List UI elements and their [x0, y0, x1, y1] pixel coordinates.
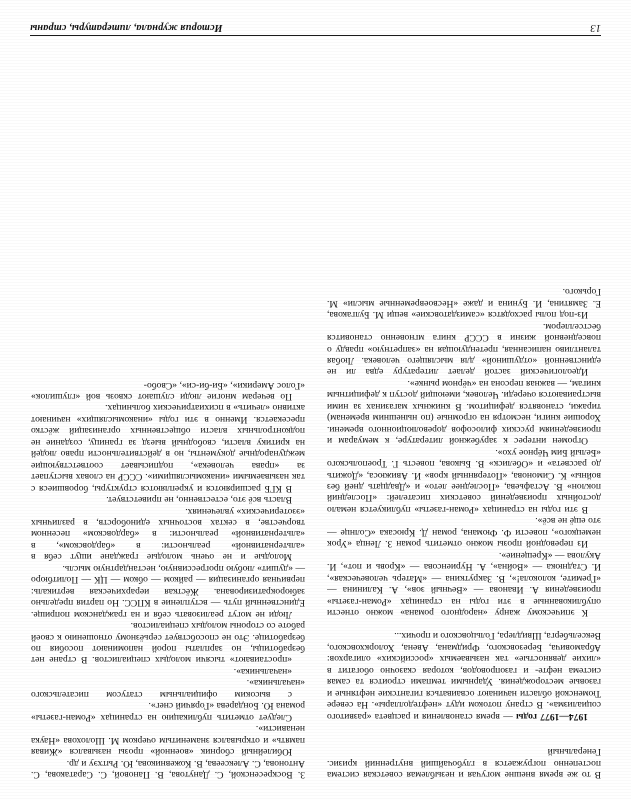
paragraph: К эпическому жанру «народного романа» можно отнести опубликованные в эти годы на страницах «Роман-газеты» произведения А. Иванова — «Вечный зов», А. Калинина — «Гремите, колокола!», В. Закруткина — «Матерь человеческая», И. Стаднюка — «Война», А. Нуриенсова — «Кровь и пот», И. Акулова — «Крещение». [327, 549, 601, 619]
paragraph: Люди не могут реализовать себя и на гражданском поприще. Единственный путь — вступление в КПСС. Но партия предельно забюрократизирована. Жёсткая иерархическая вертикаль: первичная организация — райком — обком — ЦК — Политбюро — «душит» любую прогрессивную, нестандартную мысль. [31, 562, 305, 620]
text-column-right [31, 379, 305, 780]
footer-row [30, 22, 601, 33]
paragraph: Юбилейный сборник «военной» прозы назывался «Живая память» и открывался знаменитым очерком М. Шолохова «Наука ненависти». [31, 723, 305, 758]
paragraph: Огромен интерес к зарубежной литературе, к мемуарам и произведениям русских философов дореволюционного времени. Хорошие книги, несмотря на огромные (по нынешним временам) тиражи, становятся дефицитом. В книжных магазинах за ними выстраиваются очереди. Человек, имеющий доступ к дефицитным книгам, — важная персона на «чёрном рынке». [327, 377, 601, 447]
paragraph: «простаивают» тысячи молодых специалистов. В стране нет безработицы, но зарплаты порой напоминают пособия по безработице. Это не способствует серьёзному отношению к своей работе со стороны молодых специалистов. [31, 620, 305, 666]
paragraph: Из переводной прозы можно отметить роман З. Ленца «Урок немецкого», повести Ф. Фюмана, роман Д. Крюсака «Солнце — это ещё не всё». [327, 515, 601, 550]
paragraph: В эти годы на страницах «Роман-газеты» публикуется немало достойных произведений советских писателей: «Последний поклон» В. Астафьева, «Последнее лето» и «Двадцать дней без войны» К. Симонова, «Потерянный кров» И. Авижюса, «Дожить до рассвета» и «Обелиск» В. Быкова, повесть Г. Троепольского «Белый Бим Чёрное ухо». [327, 446, 601, 515]
block-spacer [327, 722, 601, 746]
paragraph: Следует отметить публикацию на страницах «Роман-газеты» романа Ю. Бондарева «Горячий снег». [31, 700, 305, 723]
paragraph: «начальника». [233, 665, 292, 677]
paragraph: В то же время внешне могучая и незыблемая советская система постепенно погружается в глубочайший внутренний кризис. Генеральный [327, 746, 601, 780]
paragraph: По вечерам многие люди слушают сквозь вой «глушилок» «Голос Америки», «Би-би-си», «Свобо- [31, 379, 305, 403]
block-spacer [327, 618, 601, 630]
section-heading-body: — время становления и расцвета «развитого социализма». В страну потоком идут «нефтедоллары». На севере Тюменской области начинают осваиваться гигантские нефтяные и газовые месторождения. Ударными темпами строится та самая система нефте- и газопроводов, которая сказочно обогатит в «лихие девяностые» так называемых «российских» олигархов: Абрамовича, Березовского, Фридмана, Авена, Холоркховского, Вексельберга, Швидлера, Гольцовского и прочих... [327, 630, 601, 722]
page-footer [30, 22, 601, 36]
running-head: История журнала, литературы, страны [30, 22, 223, 33]
page-body [30, 68, 601, 780]
paragraph: Власть всё это, естественно, не приветствует. [106, 494, 292, 506]
page-number: 13 [590, 22, 601, 33]
paragraph: Молодые и не очень молодые граждане ищут себя в «альтернативной» реальности: в «бардовском», в «альтернативной» реальности: в «бардовском» песенном творчестве, в сектах восточных единоборств, в различных «эзотерических» увлечениях. [31, 505, 305, 563]
paragraph: с высоким официальным статусом писательского «начальника». [31, 677, 305, 700]
section-heading-paragraph [327, 630, 601, 722]
paragraph: 3. Воскресенской, С. Данутова, В. Пановой, С. Саратакова, С. Антонова, С. Алексеева, В. Кожевникова, Ю. Рытхэу и др. [31, 757, 305, 780]
footer-divider [30, 35, 601, 36]
paragraph: Из-под полы расходятся «самиздатовские» вещи М. Булгакова, Е. Замятина, И. Бунина и даже «Несвоевременные мысли» М. Горького. [327, 286, 601, 321]
text-column-left [327, 286, 601, 780]
paragraph: В КГБ расширяются и укрепляются структуры, боровшиеся с так называемыми «инакомыслящими». СССР на словах выступает за «права человека», подписывает соответствующие международные документы, но в действительности право людей на критику власти, свободный выезд за границу, создание не подконтрольных власти общественных организаций жёстко пресекается. Именно в эти годы «инакомыслящих» начинают активно «лечить» в психиатрических больницах. [31, 402, 305, 494]
section-heading-label: 1974—1977 годы [516, 710, 588, 722]
paragraph: Идеологический застой делает литературу едва ли не единственной «отдушиной» для мыслящего человека. Любая талантливо написанная, претендующая на «запретную» правду о повседневной жизни в СССР книга мгновенно становится бестселлером. [327, 320, 601, 378]
